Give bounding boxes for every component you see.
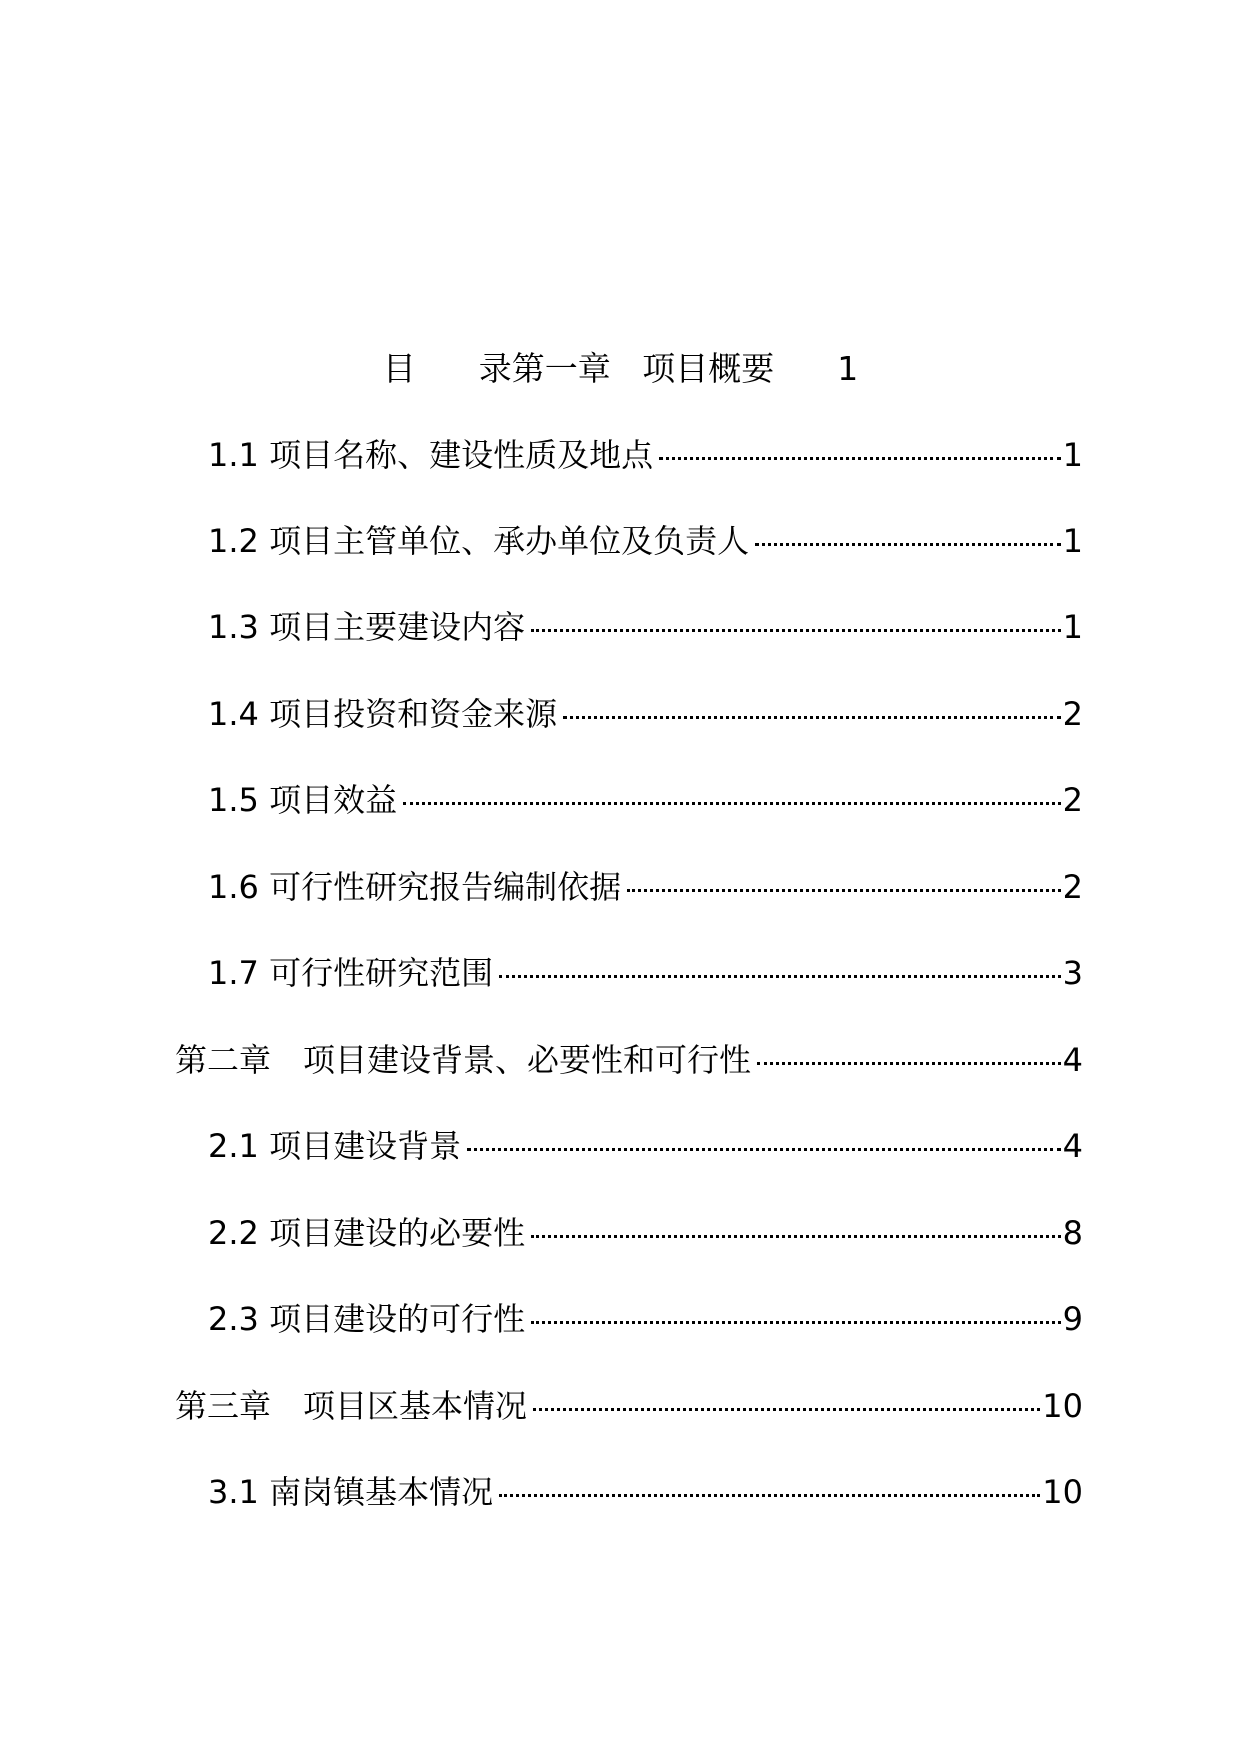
toc-entry-text: 1.7 可行性研究范围: [208, 954, 494, 992]
toc-entry-text: 1.2 项目主管单位、承办单位及负责人: [208, 522, 750, 560]
toc-entry-page: 1: [1062, 522, 1083, 560]
dot-leader: [467, 1148, 1061, 1151]
dot-leader: [533, 1408, 1040, 1411]
toc-entry-page: 1: [1062, 608, 1083, 646]
toc-chapter-entry[interactable]: [175, 1037, 1083, 1083]
toc-entry-page: 9: [1062, 1300, 1083, 1338]
dot-leader: [563, 716, 1061, 719]
toc-entry-text: 3.1 南岗镇基本情况: [208, 1473, 494, 1511]
toc-entry[interactable]: [208, 864, 1083, 910]
toc-entry-text: 1.4 项目投资和资金来源: [208, 695, 558, 733]
toc-entry[interactable]: [208, 432, 1083, 478]
toc-entry[interactable]: [208, 518, 1083, 564]
dot-leader: [499, 1494, 1040, 1497]
dot-leader: [755, 543, 1061, 546]
toc-entry[interactable]: [208, 1210, 1083, 1256]
toc-entry-text: 1.1 项目名称、建设性质及地点: [208, 436, 654, 474]
toc-entry-page: 1: [1062, 436, 1083, 474]
toc-entry-page: 2: [1062, 695, 1083, 733]
toc-entry-page: 10: [1042, 1473, 1083, 1511]
dot-leader: [531, 1235, 1061, 1238]
toc-entry-text: 2.2 项目建设的必要性: [208, 1214, 526, 1252]
toc-entry-page: 8: [1062, 1214, 1083, 1252]
toc-title-part2: 录第一章: [478, 349, 611, 388]
toc-entry-text: 2.3 项目建设的可行性: [208, 1300, 526, 1338]
toc-entry[interactable]: [208, 691, 1083, 737]
toc-entry-page: 10: [1042, 1387, 1083, 1425]
toc-entry-text: 1.6 可行性研究报告编制依据: [208, 868, 622, 906]
dot-leader: [531, 629, 1061, 632]
dot-leader: [531, 1321, 1061, 1324]
toc-entry-page: 2: [1062, 868, 1083, 906]
toc-title-page: 1: [837, 349, 859, 388]
toc-chapter-entry[interactable]: [175, 1383, 1083, 1429]
toc-entry-text: 2.1 项目建设背景: [208, 1127, 462, 1165]
toc-entry-text: 第二章 项目建设背景、必要性和可行性: [175, 1041, 752, 1079]
toc-entry-page: 4: [1062, 1127, 1083, 1165]
toc-entry[interactable]: [208, 950, 1083, 996]
toc-entry-text: 1.5 项目效益: [208, 781, 398, 819]
toc-title: [0, 346, 1241, 392]
toc-entry[interactable]: [208, 777, 1083, 823]
dot-leader: [627, 889, 1061, 892]
toc-entry-page: 3: [1062, 954, 1083, 992]
toc-entry-text: 1.3 项目主要建设内容: [208, 608, 526, 646]
toc-title-part3: 项目概要: [642, 349, 775, 388]
dot-leader: [403, 802, 1061, 805]
dot-leader: [659, 457, 1061, 460]
dot-leader: [499, 975, 1061, 978]
toc-title-part1: 目: [382, 349, 416, 388]
toc-entry-text: 第三章 项目区基本情况: [175, 1387, 528, 1425]
toc-entry[interactable]: [208, 604, 1083, 650]
toc-entry[interactable]: [208, 1469, 1083, 1515]
toc-entry[interactable]: [208, 1123, 1083, 1169]
toc-entry[interactable]: [208, 1296, 1083, 1342]
dot-leader: [757, 1062, 1061, 1065]
toc-entry-page: 4: [1062, 1041, 1083, 1079]
toc-entry-page: 2: [1062, 781, 1083, 819]
